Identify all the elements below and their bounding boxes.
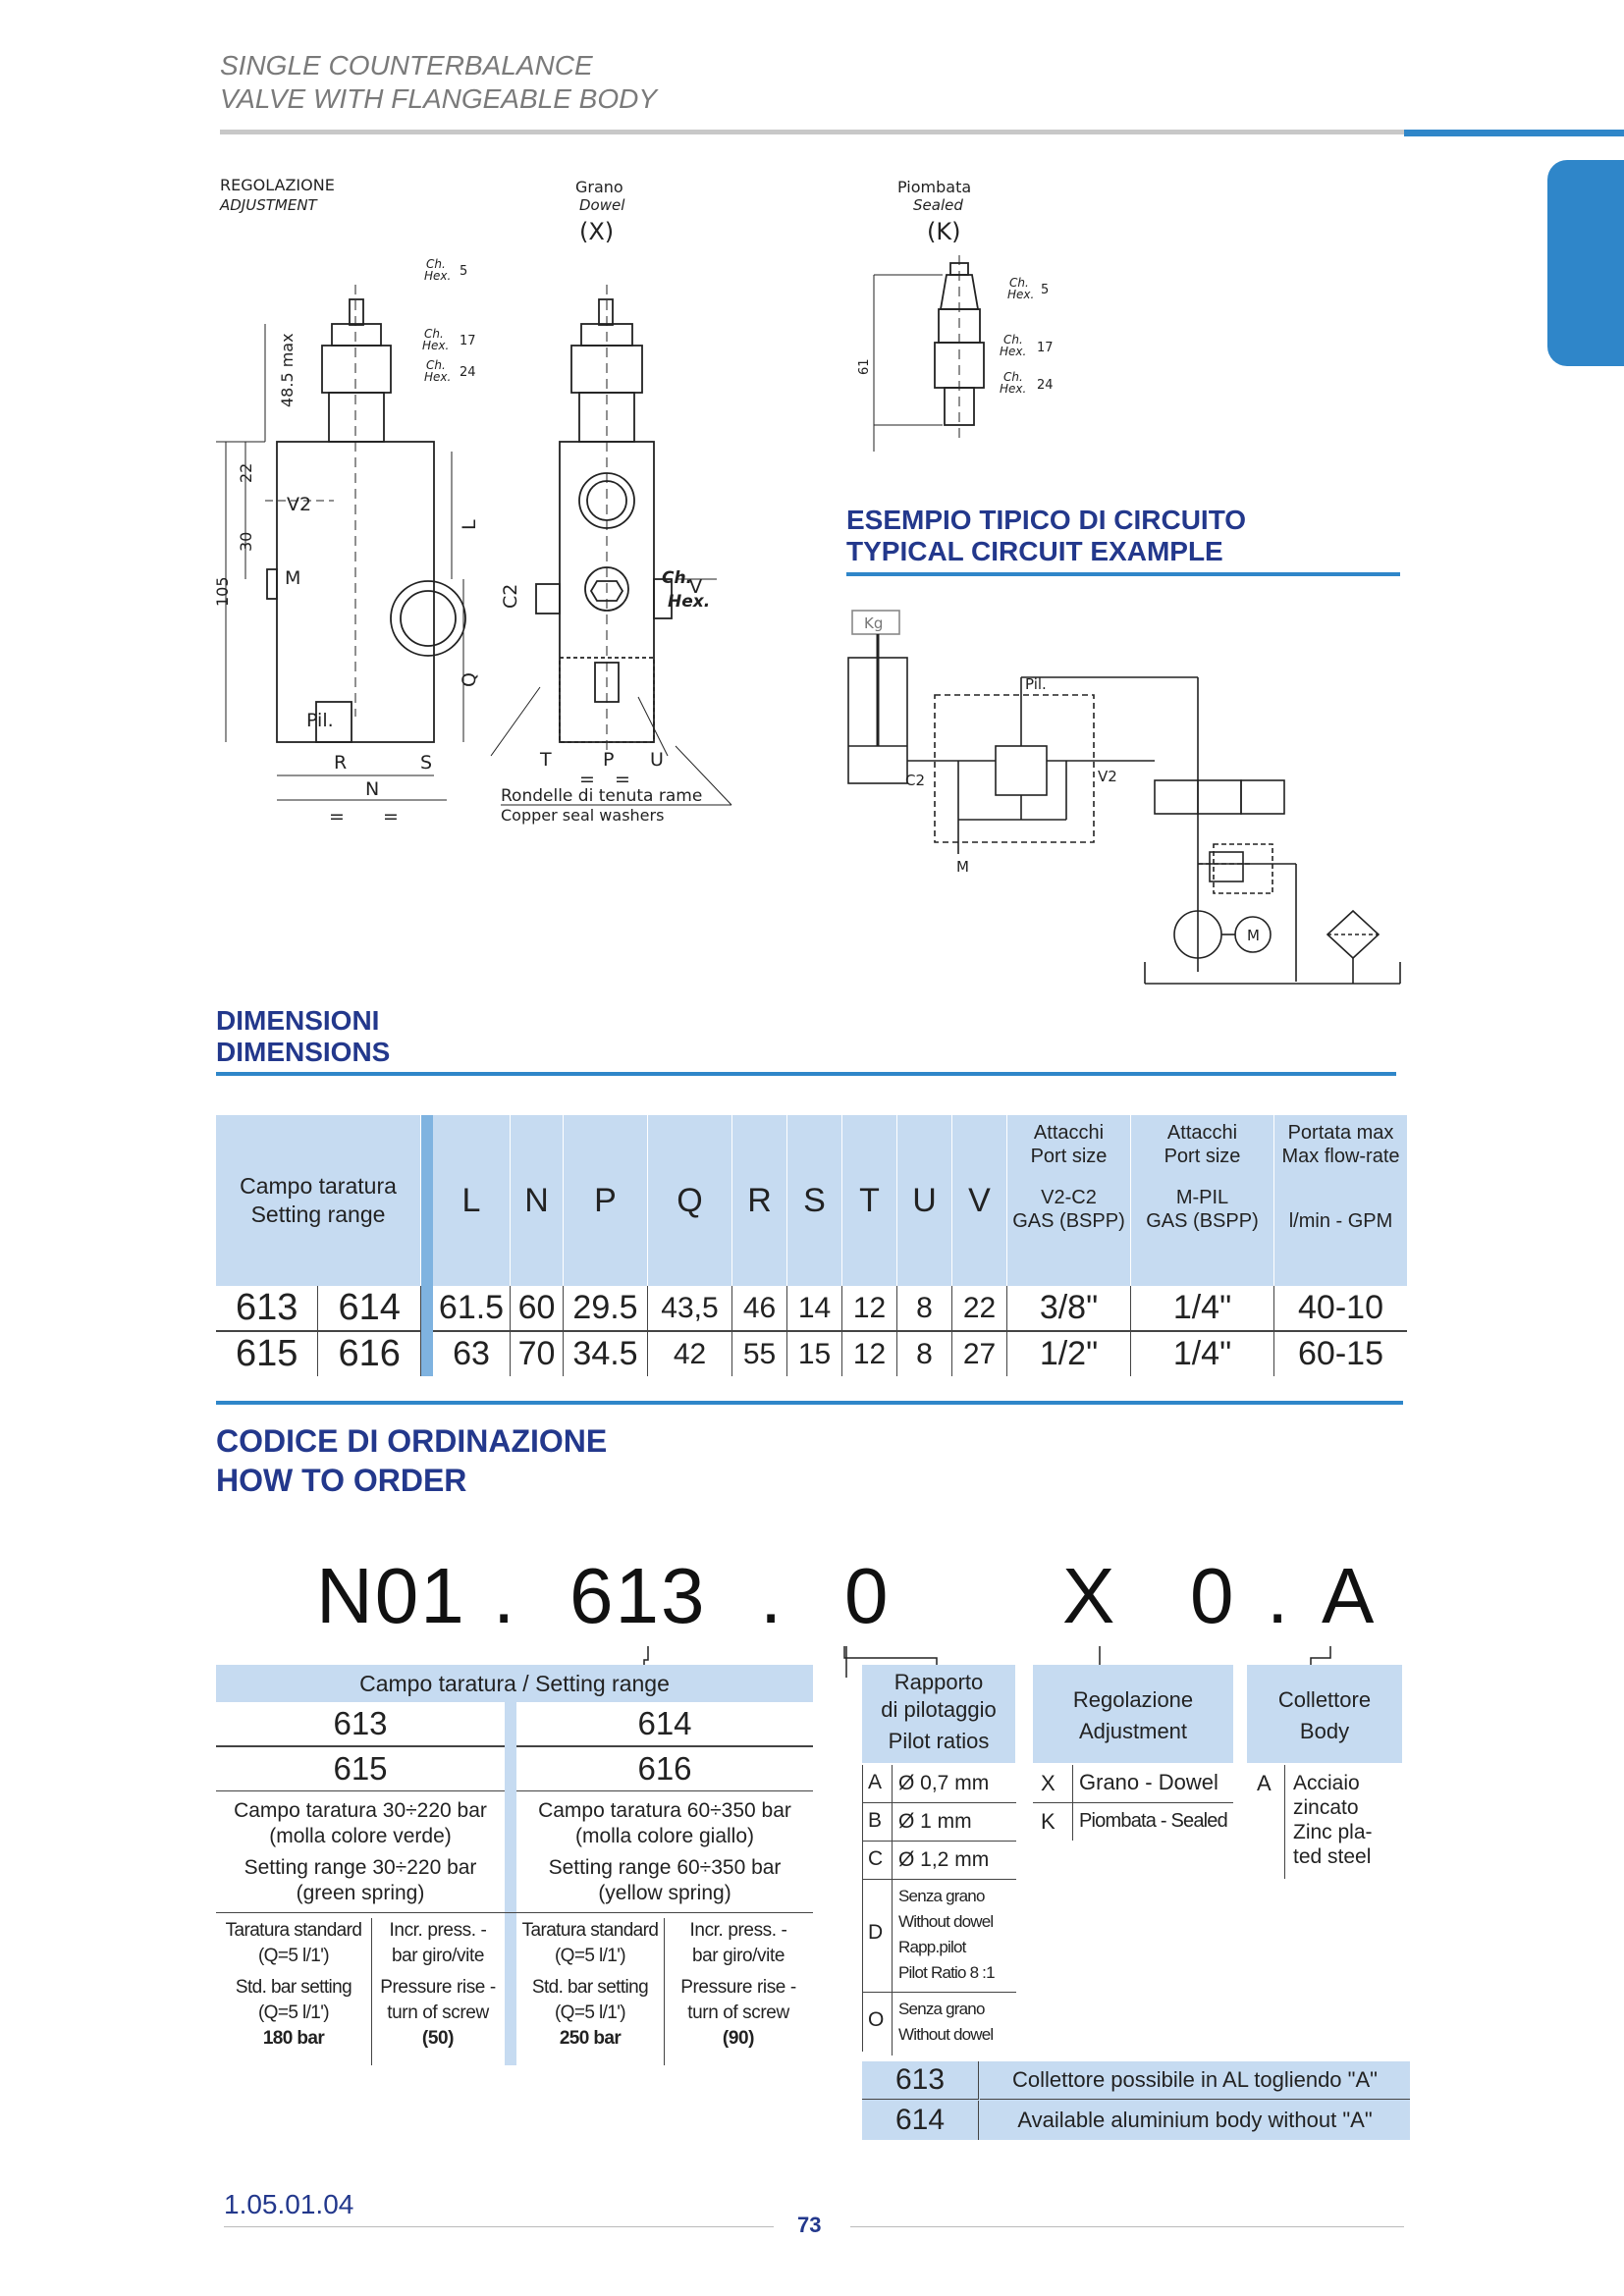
pilot-val-a: Ø 0,7 mm [892, 1765, 989, 1802]
dimensions-title-en: DIMENSIONS [216, 1037, 391, 1067]
circuit-pil: Pil. [1025, 675, 1047, 693]
order-code [316, 1551, 1396, 1649]
cell-s: 14 [787, 1286, 842, 1331]
sealed-label-it: Piombata [897, 178, 972, 196]
label-n: N [365, 778, 380, 800]
left-std-s2: (Q=5 l/1') [257, 1946, 330, 1966]
hex-ch-1: Ch. [426, 257, 446, 271]
circuit-diagram [840, 599, 1410, 991]
body-v4: ted steel [1293, 1845, 1372, 1868]
adjust-list [1033, 1765, 1233, 1840]
pilot-val-b: Ø 1 mm [892, 1803, 972, 1841]
right-std-s4: (Q=5 l/1') [554, 2002, 626, 2023]
hex-bold-hex: Hex. [668, 592, 711, 612]
cell-port1: 3/8" [1007, 1286, 1131, 1331]
cell-flow: 40-10 [1274, 1286, 1408, 1331]
adjust-item-x [1033, 1765, 1233, 1803]
label-p: P [603, 749, 615, 771]
hex-hex-4: Hex. [1007, 288, 1035, 301]
setting-range-it: Campo taratura [240, 1173, 397, 1199]
range-block [216, 1702, 813, 2065]
range-left-613: 613 [216, 1702, 505, 1747]
col-t: T [842, 1115, 897, 1286]
page-number: 73 [797, 2213, 822, 2237]
adjustment-label-it: REGOLAZIONE [220, 176, 335, 194]
aluminium-note [862, 2061, 1410, 2140]
pilot-val-c: Ø 1,2 mm [892, 1842, 989, 1879]
note-613: 613 [862, 2061, 979, 2100]
footer-rule-left [224, 2226, 774, 2227]
port2-line4: GAS (BSPP) [1146, 1210, 1259, 1232]
pilot-item-d [862, 1880, 1016, 1993]
left-pr-p1: Incr. press. - [389, 1920, 487, 1941]
cell-t: 12 [842, 1286, 897, 1331]
header-line2: VALVE WITH FLANGEABLE BODY [220, 83, 658, 114]
pilot-key-b: B [868, 1809, 883, 1832]
right-pr-p2: bar giro/vite [691, 1946, 785, 1966]
hex-17-sealed: 17 [1037, 341, 1054, 355]
range-left-en2: (green spring) [296, 1882, 425, 1904]
label-eq-4: = [615, 769, 630, 790]
dimensions-table [216, 1115, 1407, 1376]
hex-hex-1: Hex. [424, 269, 452, 283]
right-pressure-rise [664, 1918, 813, 2052]
sealed-code: (K) [927, 218, 961, 245]
range-right-it1: Campo taratura 60÷350 bar [538, 1799, 791, 1822]
port2-line1: Attacchi [1166, 1122, 1238, 1144]
col-l: L [433, 1115, 511, 1286]
circuit-title [846, 505, 1246, 567]
dimensions-rule [216, 1072, 1396, 1076]
hex-5: 5 [460, 264, 468, 279]
hex-hex-2: Hex. [422, 339, 450, 352]
left-std-setting [216, 1918, 372, 2065]
pilot-d2: Without dowel [898, 1912, 994, 1931]
col-r: R [732, 1115, 787, 1286]
sealed-drawing [844, 167, 1100, 471]
col-v: V [952, 1115, 1007, 1286]
hex-24-sealed: 24 [1037, 378, 1054, 393]
code-dot-3: . [1267, 1552, 1291, 1639]
pilot-o2: Without dowel [898, 2025, 994, 2044]
dowel-label-it: Grano [575, 178, 623, 196]
pilot-item-o [862, 1993, 1016, 2052]
right-pr-value: (90) [722, 2028, 755, 2049]
col-port-mpil [1131, 1115, 1274, 1286]
range-right-616: 616 [516, 1747, 813, 1791]
cell-port1: 1/2" [1007, 1331, 1131, 1376]
pilot-key-a: A [868, 1771, 883, 1793]
range-right-614: 614 [516, 1702, 813, 1747]
cell-v: 27 [952, 1331, 1007, 1376]
cell-l: 63 [433, 1331, 511, 1376]
cell-r: 46 [732, 1286, 787, 1331]
header-line1: SINGLE COUNTERBALANCE [220, 50, 593, 80]
cell-s: 15 [787, 1331, 842, 1376]
range-header: Campo taratura / Setting range [216, 1665, 813, 1702]
hex-24: 24 [460, 365, 476, 380]
range-right-en1: Setting range 60÷350 bar [548, 1856, 782, 1879]
pilot-key-c: C [868, 1847, 884, 1870]
pilot-key-d: D [868, 1921, 884, 1944]
pilot-key-o: O [868, 2008, 885, 2031]
pilot-header [862, 1665, 1015, 1763]
label-s: S [420, 752, 433, 774]
range-right-en2: (yellow spring) [598, 1882, 731, 1904]
cell-range-a: 615 [216, 1331, 318, 1376]
flow-line1: Portata max [1287, 1122, 1394, 1144]
cell-range-a: 613 [216, 1286, 318, 1331]
sealed-label-en: Sealed [913, 196, 963, 214]
dim-22: 22 [237, 462, 255, 483]
code-part-pilot: 0 [844, 1552, 891, 1639]
circuit-title-en: TYPICAL CIRCUIT EXAMPLE [846, 536, 1223, 566]
port-v: V [689, 576, 702, 598]
setting-range-en: Setting range [250, 1201, 386, 1227]
cell-range-b: 614 [318, 1286, 421, 1331]
footer-code: 1.05.01.04 [224, 2189, 354, 2219]
code-dot-1: . [493, 1552, 517, 1639]
pilot-item-b [862, 1803, 1016, 1842]
flow-line2: Max flow-rate [1281, 1146, 1400, 1167]
right-std-s3: Std. bar setting [531, 1977, 649, 1998]
order-title-en: HOW TO ORDER [216, 1463, 467, 1498]
left-pressure-rise [371, 1918, 505, 2052]
left-std-s4: (Q=5 l/1') [257, 2002, 330, 2023]
dim-48-5: 48.5 max [278, 333, 297, 407]
cell-q: 43,5 [648, 1286, 732, 1331]
code-part-body: A [1322, 1552, 1377, 1639]
hex-ch-6: Ch. [1003, 370, 1023, 384]
note-en: Available aluminium body without "A" [1017, 2108, 1373, 2132]
pilot-h2: di pilotaggio [881, 1697, 997, 1722]
pilot-o1: Senza grano [898, 2000, 985, 2018]
footer-rule-right [850, 2226, 1404, 2227]
right-pr-p1: Incr. press. - [689, 1920, 787, 1941]
label-q: Q [459, 672, 480, 687]
hex-ch-5: Ch. [1003, 333, 1023, 347]
hex-hex-6: Hex. [1000, 382, 1027, 396]
flow-line3: l/min - GPM [1288, 1210, 1393, 1232]
adjust-h2: Adjustment [1078, 1719, 1188, 1743]
cell-n: 60 [511, 1286, 564, 1331]
label-r: R [334, 752, 348, 774]
dim-61: 61 [857, 358, 872, 375]
cell-u: 8 [897, 1286, 952, 1331]
body-h2: Body [1299, 1719, 1350, 1743]
range-split-line [216, 1912, 813, 1913]
header-blue-bar [421, 1115, 434, 1286]
adjust-val-x: Grano - Dowel [1072, 1765, 1218, 1802]
left-pr-p2: bar giro/vite [391, 1946, 485, 1966]
left-pr-value: (50) [421, 2028, 455, 2049]
pilot-h1: Rapporto [893, 1670, 984, 1694]
header-rule-accent [1404, 130, 1624, 136]
cell-port2: 1/4" [1131, 1331, 1274, 1376]
cell-n: 70 [511, 1331, 564, 1376]
body-v3: Zinc pla- [1293, 1821, 1373, 1843]
note-614: 614 [862, 2101, 979, 2140]
port-v2: V2 [287, 494, 312, 515]
hex-ch-4: Ch. [1009, 276, 1029, 290]
pilot-d4: Pilot Ratio 8 :1 [898, 1963, 995, 1982]
table-row [216, 1331, 1407, 1376]
body-list [1247, 1765, 1402, 1873]
pilot-val-o [892, 1993, 993, 2056]
circuit-motor: M [1247, 927, 1260, 944]
pilot-d3: Rapp.pilot [898, 1938, 966, 1956]
adjust-h1: Regolazione [1072, 1687, 1194, 1712]
code-part-series: N01 [316, 1552, 466, 1639]
body-val-a [1284, 1765, 1373, 1879]
note-it: Collettore possibile in AL togliendo "A" [980, 2061, 1410, 2100]
dimensions-title [216, 1005, 390, 1068]
range-right-desc [516, 1798, 813, 1906]
washers-label-en: Copper seal washers [501, 806, 665, 825]
cell-port2: 1/4" [1131, 1286, 1274, 1331]
label-eq-2: = [383, 806, 399, 828]
cell-u: 8 [897, 1331, 952, 1376]
port-m: M [285, 567, 301, 589]
body-v1: Acciaio [1293, 1772, 1360, 1794]
hex-hex-3: Hex. [424, 370, 452, 384]
right-pr-p4: turn of screw [687, 2002, 789, 2023]
dimensions-header-row [216, 1115, 1407, 1286]
left-std-s1: Taratura standard [225, 1920, 362, 1941]
port-c2: C2 [500, 583, 521, 609]
col-u: U [897, 1115, 952, 1286]
range-left-615: 615 [216, 1747, 505, 1791]
range-left-en1: Setting range 30÷220 bar [244, 1856, 477, 1879]
port-pil: Pil. [306, 710, 334, 731]
col-port-v2c2 [1007, 1115, 1131, 1286]
right-pr-p3: Pressure rise - [680, 1977, 796, 1998]
dowel-code: (X) [579, 218, 615, 245]
col-n: N [511, 1115, 564, 1286]
label-eq-1: = [329, 806, 345, 828]
left-pr-p4: turn of screw [387, 2002, 489, 2023]
cell-p: 34.5 [564, 1331, 648, 1376]
port1-line4: GAS (BSPP) [1012, 1210, 1125, 1232]
technical-drawing [206, 167, 756, 844]
label-t: T [540, 749, 552, 771]
col-q: Q [648, 1115, 732, 1286]
label-u: U [650, 749, 664, 771]
pilot-val-d [892, 1880, 995, 1996]
hex-17: 17 [460, 334, 476, 348]
hex-ch-3: Ch. [426, 358, 446, 372]
adjust-key-x: X [1041, 1771, 1056, 1795]
cell-l: 61.5 [433, 1286, 511, 1331]
page-header [220, 49, 657, 116]
row-blue-bar [421, 1286, 434, 1331]
left-std-s3: Std. bar setting [235, 1977, 352, 1998]
cell-r: 55 [732, 1331, 787, 1376]
cell-t: 12 [842, 1331, 897, 1376]
dim-105: 105 [213, 576, 232, 607]
adjust-val-k: Piombata - Sealed [1072, 1803, 1227, 1841]
order-title [216, 1421, 607, 1500]
right-std-s2: (Q=5 l/1') [554, 1946, 626, 1966]
circuit-v2: V2 [1098, 768, 1117, 785]
washers-label-it: Rondelle di tenuta rame [501, 786, 703, 806]
hex-5-sealed: 5 [1041, 283, 1050, 297]
cell-q: 42 [648, 1331, 732, 1376]
port2-line2: Port size [1164, 1146, 1241, 1167]
hex-ch-2: Ch. [424, 327, 444, 341]
cell-range-b: 616 [318, 1331, 421, 1376]
row-blue-bar [421, 1331, 434, 1376]
code-part-range: 613 [569, 1552, 707, 1639]
header-rule [220, 130, 1404, 134]
col-p: P [564, 1115, 648, 1286]
body-v2: zincato [1293, 1796, 1359, 1819]
adjust-item-k [1033, 1803, 1233, 1841]
port1-line2: Port size [1030, 1146, 1108, 1167]
pilot-item-c [862, 1842, 1016, 1880]
table-row [216, 1286, 1407, 1331]
col-flow [1274, 1115, 1408, 1286]
circuit-c2: C2 [905, 772, 926, 789]
adjust-key-k: K [1041, 1809, 1056, 1834]
range-left-it2: (molla colore verde) [269, 1825, 452, 1847]
hex-hex-5: Hex. [1000, 345, 1027, 358]
circuit-kg: Kg [864, 614, 884, 632]
order-title-it: CODICE DI ORDINAZIONE [216, 1423, 608, 1459]
adjustment-label-en: ADJUSTMENT [220, 196, 317, 214]
cell-p: 29.5 [564, 1286, 648, 1331]
code-part-zero: 0 [1190, 1552, 1236, 1639]
dimensions-title-it: DIMENSIONI [216, 1005, 380, 1036]
adjust-header [1033, 1665, 1233, 1763]
code-dot-2: . [760, 1552, 785, 1639]
hex-bold-ch: Ch. [662, 568, 693, 588]
setting-range-header [216, 1115, 421, 1286]
port2-line3: M-PIL [1175, 1187, 1229, 1208]
pilot-item-a [862, 1765, 1016, 1803]
port1-line3: V2-C2 [1041, 1187, 1097, 1208]
circuit-m: M [956, 858, 969, 876]
body-header [1247, 1665, 1402, 1763]
label-eq-3: = [579, 769, 595, 790]
range-left-it1: Campo taratura 30÷220 bar [234, 1799, 487, 1822]
right-std-value: 250 bar [559, 2028, 622, 2049]
dim-30: 30 [237, 531, 255, 552]
pilot-h3: Pilot ratios [888, 1729, 990, 1753]
right-std-s1: Taratura standard [521, 1920, 659, 1941]
label-l: L [459, 519, 480, 530]
pilot-d1: Senza grano [898, 1887, 985, 1905]
port1-line1: Attacchi [1033, 1122, 1105, 1144]
circuit-title-it: ESEMPIO TIPICO DI CIRCUITO [846, 505, 1247, 535]
left-pr-p3: Pressure rise - [380, 1977, 496, 1998]
code-part-adjust: X [1062, 1552, 1117, 1639]
body-h1: Collettore [1277, 1687, 1372, 1712]
range-right-it2: (molla colore giallo) [574, 1825, 755, 1847]
section-tab [1547, 160, 1624, 366]
cell-flow: 60-15 [1298, 1335, 1383, 1372]
range-left-desc [216, 1798, 505, 1906]
order-rule [216, 1401, 1403, 1405]
body-key-a: A [1257, 1771, 1272, 1795]
cell-v: 22 [952, 1286, 1007, 1331]
pilot-list [862, 1765, 1016, 2052]
dowel-label-en: Dowel [579, 196, 625, 214]
circuit-rule [846, 572, 1400, 576]
col-s: S [787, 1115, 842, 1286]
right-std-setting [516, 1918, 665, 2065]
left-std-value: 180 bar [262, 2028, 325, 2049]
